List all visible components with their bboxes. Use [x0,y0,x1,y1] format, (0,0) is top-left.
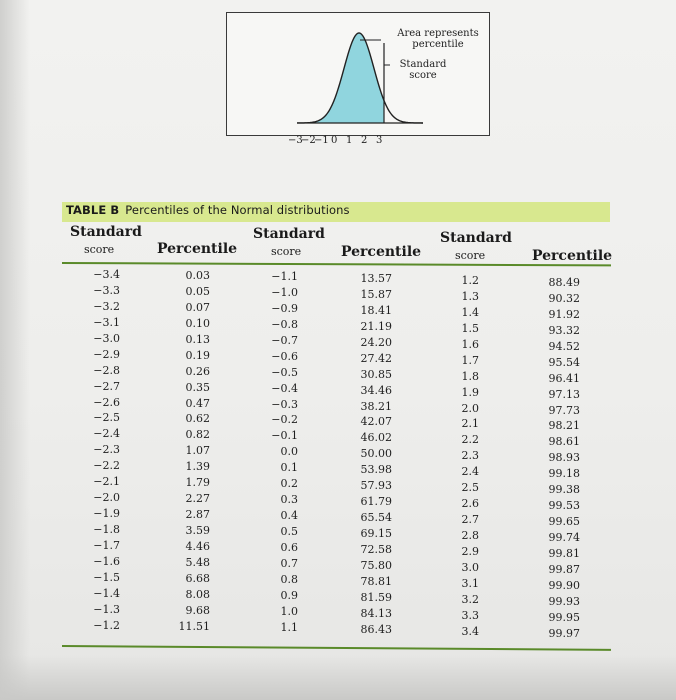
table-cell: −1.9 [93,507,120,521]
table-cell: 1.07 [185,444,210,458]
table-cell: 0.2 [280,477,298,491]
table-cell: −1.3 [93,602,120,616]
table-cell: 46.02 [360,431,392,445]
table-cell: −2.3 [93,443,120,457]
table-cell: 99.74 [548,531,580,544]
table-cell: 0.10 [185,316,210,330]
table-cell: 97.73 [548,403,580,417]
table-cell: 1.0 [280,604,298,618]
table-cell: 95.54 [548,355,580,369]
table-cell: 2.5 [461,481,479,495]
tick-label: 0 [331,135,338,146]
normal-curve-figure [226,12,490,136]
table-cell: 15.87 [360,287,392,301]
table-cell: 3.0 [461,560,479,574]
area-annotation: Area represents percentile [397,28,479,50]
table-cell: 61.79 [360,495,392,509]
bottom-rule [62,645,611,651]
table-cell: 97.13 [548,387,580,401]
table-cell: 0.03 [185,269,210,282]
table-cell: 53.98 [360,463,392,477]
table-cell: 1.9 [461,385,479,399]
table-cell: 94.52 [548,339,580,353]
table-cell: −2.6 [93,395,120,409]
table-cell: 24.20 [360,335,392,349]
tick-label: 1 [346,135,353,146]
header-score-2: score [271,245,302,258]
table-cell: 1.8 [461,369,479,383]
table-cell: −0.5 [271,365,298,379]
table-cell: 2.87 [185,508,210,522]
tick-label: 3 [376,135,383,146]
table-cell: 2.27 [185,492,210,506]
table-cell: −3.2 [93,299,120,313]
table-cell: 93.32 [548,323,580,337]
table-cell: 34.46 [360,383,392,397]
table-cell: 0.07 [185,300,210,314]
table-cell: 69.15 [360,527,392,540]
table-cell: 1.3 [461,289,479,303]
table-cell: −2.7 [93,379,120,393]
table-cell: 0.13 [185,332,210,346]
table-cell: 1.4 [461,305,479,319]
table-cell: 5.48 [185,555,210,569]
tick-label: −3 [288,135,303,146]
table-cell: 86.43 [360,622,392,636]
table-cell: 2.9 [461,544,479,558]
table-cell: 11.51 [178,619,210,633]
table-cell: 0.62 [185,412,210,426]
table-cell: −0.4 [271,381,298,395]
table-cell: 0.47 [185,396,210,410]
table-cell: −0.1 [271,429,298,443]
table-cell: 2.1 [461,417,479,431]
header-standard-3: Standard [440,230,512,246]
table-cell: 0.6 [280,540,298,554]
table-cell: 78.81 [360,574,392,588]
table-cell: 2.8 [461,529,479,542]
table-cell: 1.6 [461,337,479,351]
header-standard-2: Standard [253,226,325,242]
table-cell: −2.8 [93,363,120,377]
table-cell: 0.26 [185,364,210,378]
table-caption [66,203,350,217]
column-percentile-1 [170,268,210,635]
table-cell: 6.68 [185,571,210,585]
table-cell: 99.38 [548,483,580,497]
table-cell: −2.5 [93,411,120,425]
tick-label: −1 [314,135,329,146]
table-cell: 2.2 [461,433,479,447]
table-cell: 75.80 [360,558,392,572]
table-cell: 99.65 [548,515,580,529]
table-cell: 50.00 [360,447,392,461]
table-cell: 1.2 [461,274,479,287]
table-cell: 90.32 [548,291,580,305]
table-cell: 0.82 [185,428,210,442]
table-cell: 0.05 [185,284,210,298]
table-cell: −2.2 [93,459,120,473]
table-cell: 1.1 [280,620,298,634]
column-score-2 [262,269,298,636]
table-cell: 3.59 [185,524,210,537]
table-cell: −2.1 [93,475,120,489]
table-cell: 0.35 [185,380,210,394]
column-score-3 [449,273,479,640]
table-cell: 98.61 [548,435,580,449]
table-cell: 1.79 [185,476,210,490]
table-cell: 8.08 [185,587,210,601]
table-cell: 2.7 [461,513,479,527]
table-cell: 99.53 [548,499,580,513]
table-cell: −0.8 [271,317,298,331]
table-cell: 65.54 [360,511,392,525]
table-cell: −1.1 [271,270,298,283]
page-shadow-left [0,0,30,700]
table-title: Percentiles of the Normal distributions [125,203,350,217]
table-cell: 13.57 [360,272,392,285]
table-cell: 57.93 [360,479,392,493]
table-cell: 3.1 [461,576,479,590]
table-cell: 0.8 [280,572,298,586]
table-cell: 21.19 [360,319,392,333]
table-cell: 2.4 [461,465,479,479]
column-score-1 [84,267,120,634]
table-cell: −2.4 [93,427,120,441]
table-cell: 72.58 [360,542,392,556]
table-cell: 0.7 [280,556,298,570]
table-cell: −0.3 [271,397,298,411]
header-rule [62,262,611,266]
table-cell: −0.2 [271,413,298,427]
table-cell: 2.0 [461,401,479,415]
table-cell: −0.9 [271,301,298,315]
table-cell: 0.3 [280,493,298,507]
table-cell: 2.3 [461,449,479,463]
table-cell: 84.13 [360,606,392,620]
table-cell: −1.4 [93,586,120,600]
table-cell: −2.0 [93,491,120,505]
table-cell: 0.1 [280,461,298,475]
score-annotation: Standard score [399,59,447,81]
table-cell: 42.07 [360,415,392,429]
header-percentile-3: Percentile [532,248,613,264]
table-cell: 0.9 [280,588,298,602]
tick-label: 2 [361,135,368,146]
table-label: TABLE B [66,203,120,217]
column-percentile-2 [350,271,392,638]
table-cell: 99.95 [548,610,580,624]
table-cell: −0.7 [271,333,298,347]
table-cell: 96.41 [548,371,580,385]
table-cell: −3.1 [93,315,120,329]
shaded-area [297,33,384,123]
header-percentile-2: Percentile [341,244,422,260]
table-cell: 99.81 [548,546,580,560]
table-cell: −3.0 [93,331,120,345]
header-standard-1: Standard [70,224,142,240]
table-cell: 1.7 [461,353,479,367]
table-cell: −2.9 [93,347,120,361]
table-cell: 1.39 [185,460,210,474]
table-cell: 0.0 [280,445,298,459]
table-cell: −1.0 [271,285,298,299]
table-cell: 30.85 [360,367,392,381]
table-cell: −0.6 [271,349,298,363]
table-cell: 4.46 [185,539,210,553]
table-cell: 99.97 [548,626,580,640]
table-cell: 91.92 [548,307,580,321]
table-cell: 0.4 [280,509,298,523]
table-cell: 2.6 [461,497,479,511]
tick-label: −2 [301,135,316,146]
table-cell: 27.42 [360,351,392,365]
table-cell: −3.3 [93,283,120,297]
column-percentile-3 [540,275,580,642]
table-cell: −1.6 [93,554,120,568]
table-cell: 0.5 [280,525,298,538]
table-cell: 3.4 [461,624,479,638]
table-cell: −3.4 [93,268,120,281]
table-cell: 99.93 [548,594,580,608]
table-cell: 3.3 [461,608,479,622]
table-cell: −1.5 [93,570,120,584]
table-cell: 1.5 [461,321,479,335]
table-cell: 3.2 [461,592,479,606]
table-cell: 99.90 [548,578,580,592]
table-cell: 9.68 [185,603,210,617]
table-cell: 98.21 [548,419,580,433]
table-cell: 81.59 [360,590,392,604]
header-percentile-1: Percentile [157,241,238,257]
page-shadow-bottom [0,655,676,700]
header-score-1: score [84,243,115,256]
table-cell: −1.8 [93,523,120,536]
table-cell: −1.7 [93,538,120,552]
table-cell: 18.41 [360,303,392,317]
table-cell: 99.87 [548,562,580,576]
table-cell: −1.2 [93,618,120,632]
table-cell: 38.21 [360,399,392,413]
table-cell: 0.19 [185,348,210,362]
header-score-3: score [455,249,486,262]
table-cell: 99.18 [548,467,580,481]
table-cell: 98.93 [548,451,580,465]
table-cell: 88.49 [548,276,580,289]
